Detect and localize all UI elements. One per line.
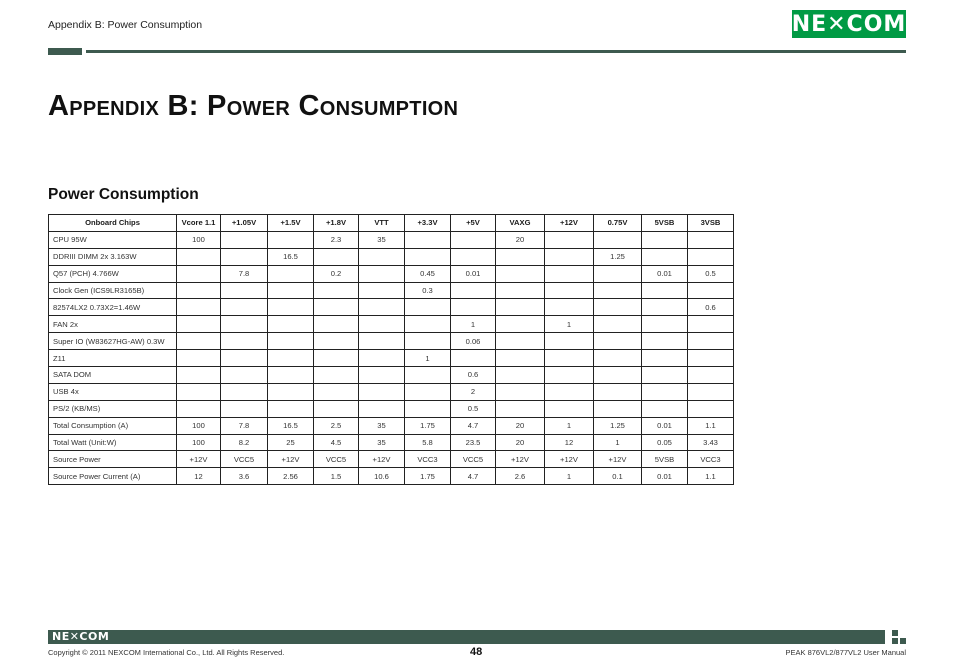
table-cell [177, 316, 221, 333]
table-cell [688, 350, 734, 367]
table-cell: 12 [177, 468, 221, 485]
table-row [49, 367, 734, 384]
table-cell [545, 282, 594, 299]
table-cell [359, 248, 405, 265]
table-cell [688, 248, 734, 265]
table-cell [177, 265, 221, 282]
table-cell [594, 231, 642, 248]
table-cell: 1 [594, 434, 642, 451]
column-header: VTT [359, 215, 405, 232]
table-cell [451, 248, 496, 265]
table-cell [268, 367, 314, 384]
table-cell [221, 367, 268, 384]
table-cell: VCC5 [314, 451, 359, 468]
table-cell: 35 [359, 231, 405, 248]
table-cell [642, 231, 688, 248]
table-cell [221, 248, 268, 265]
table-cell: 0.45 [405, 265, 451, 282]
table-cell [688, 367, 734, 384]
column-header: +12V [545, 215, 594, 232]
table-cell: VCC3 [405, 451, 451, 468]
row-label: PS/2 (KB/MS) [49, 400, 177, 417]
section-title: Power Consumption [48, 186, 199, 203]
table-cell [642, 299, 688, 316]
row-label: FAN 2x [49, 316, 177, 333]
table-cell: 2.6 [496, 468, 545, 485]
table-cell [314, 248, 359, 265]
table-cell [594, 299, 642, 316]
corner-square-a [892, 630, 898, 636]
table-cell: 2.56 [268, 468, 314, 485]
table-cell [496, 333, 545, 350]
table-cell [594, 400, 642, 417]
table-cell [359, 316, 405, 333]
table-cell: 2.3 [314, 231, 359, 248]
header-accent-bar [48, 48, 82, 55]
table-cell: 0.1 [594, 468, 642, 485]
table-cell: 3.6 [221, 468, 268, 485]
table-cell [688, 400, 734, 417]
column-header: +3.3V [405, 215, 451, 232]
table-cell [177, 350, 221, 367]
table-cell: 1.75 [405, 468, 451, 485]
table-cell [268, 282, 314, 299]
corner-square-b [892, 638, 898, 644]
table-cell: 1.75 [405, 417, 451, 434]
table-cell: 20 [496, 417, 545, 434]
row-label: USB 4x [49, 383, 177, 400]
table-cell [688, 282, 734, 299]
table-cell: +12V [268, 451, 314, 468]
table-cell: 16.5 [268, 248, 314, 265]
table-cell: 1 [451, 316, 496, 333]
table-cell: 4.7 [451, 417, 496, 434]
table-cell [268, 383, 314, 400]
table-cell [642, 333, 688, 350]
table-cell: +12V [496, 451, 545, 468]
table-cell: 4.7 [451, 468, 496, 485]
table-cell [177, 367, 221, 384]
table-cell: 0.6 [688, 299, 734, 316]
column-header: 3VSB [688, 215, 734, 232]
table-row [49, 231, 734, 248]
table-cell [496, 400, 545, 417]
table-cell: +12V [594, 451, 642, 468]
row-label: SATA DOM [49, 367, 177, 384]
corner-square-c [900, 638, 906, 644]
table-cell: 1.25 [594, 417, 642, 434]
table-cell: 20 [496, 434, 545, 451]
table-cell: 0.01 [451, 265, 496, 282]
header-rule [86, 50, 906, 53]
table-cell [221, 400, 268, 417]
table-cell [359, 400, 405, 417]
row-label: Source Power [49, 451, 177, 468]
copyright: Copyright © 2011 NEXCOM International Co., Ltd. All Rights Reserved. [48, 648, 285, 657]
nexcom-logo [792, 10, 906, 38]
footer-logo: NE✕COM [52, 630, 110, 643]
column-header: +1.5V [268, 215, 314, 232]
table-cell [405, 333, 451, 350]
table-cell [594, 350, 642, 367]
table-cell: 16.5 [268, 417, 314, 434]
table-cell [177, 383, 221, 400]
table-cell [496, 367, 545, 384]
table-cell: 5VSB [642, 451, 688, 468]
table-cell [594, 333, 642, 350]
table-cell [594, 265, 642, 282]
table-cell: 100 [177, 434, 221, 451]
table-cell: +12V [177, 451, 221, 468]
table-cell [359, 333, 405, 350]
table-cell: 8.2 [221, 434, 268, 451]
table-cell: 23.5 [451, 434, 496, 451]
table-cell [496, 299, 545, 316]
row-label: DDRIII DIMM 2x 3.163W [49, 248, 177, 265]
table-cell [642, 383, 688, 400]
table-cell: VCC5 [451, 451, 496, 468]
column-header: +5V [451, 215, 496, 232]
table-cell [268, 231, 314, 248]
table-cell: VCC3 [688, 451, 734, 468]
column-header: +1.05V [221, 215, 268, 232]
column-header: Onboard Chips [49, 215, 177, 232]
table-cell [496, 265, 545, 282]
table-cell [594, 282, 642, 299]
table-row [49, 265, 734, 282]
table-cell [314, 400, 359, 417]
table-cell [545, 299, 594, 316]
table-cell: 1 [405, 350, 451, 367]
table-row [49, 383, 734, 400]
table-row [49, 350, 734, 367]
table-cell [642, 367, 688, 384]
table-cell [221, 282, 268, 299]
column-header: +1.8V [314, 215, 359, 232]
table-cell [594, 316, 642, 333]
table-header-row [49, 215, 734, 232]
table-cell: 12 [545, 434, 594, 451]
table-cell: 1.1 [688, 468, 734, 485]
table-cell: 35 [359, 434, 405, 451]
table-cell [268, 333, 314, 350]
table-cell: +12V [359, 451, 405, 468]
table-cell [314, 282, 359, 299]
table-cell [221, 350, 268, 367]
table-cell [314, 333, 359, 350]
table-cell [359, 265, 405, 282]
table-cell: 0.01 [642, 468, 688, 485]
table-cell [688, 383, 734, 400]
table-row [49, 333, 734, 350]
table-cell [314, 316, 359, 333]
table-cell [545, 231, 594, 248]
table-cell [594, 383, 642, 400]
row-label: Z11 [49, 350, 177, 367]
table-cell [405, 367, 451, 384]
footer-bar [48, 630, 885, 644]
table-cell [496, 248, 545, 265]
table-cell: 0.01 [642, 265, 688, 282]
table-cell [221, 383, 268, 400]
table-cell: 1 [545, 316, 594, 333]
table-cell [496, 350, 545, 367]
manual-name: PEAK 876VL2/877VL2 User Manual [785, 648, 906, 657]
row-label: Q57 (PCH) 4.766W [49, 265, 177, 282]
table-body [49, 231, 734, 484]
table-cell [268, 265, 314, 282]
table-cell [688, 231, 734, 248]
table-cell: 1 [545, 417, 594, 434]
table-cell: +12V [545, 451, 594, 468]
logo-text: NE✕COM [791, 11, 907, 37]
row-label: Clock Gen (ICS9LR3165B) [49, 282, 177, 299]
row-label: CPU 95W [49, 231, 177, 248]
table-cell [177, 400, 221, 417]
table-cell [545, 400, 594, 417]
table-cell [405, 231, 451, 248]
table-cell [405, 316, 451, 333]
table-cell: 2.5 [314, 417, 359, 434]
table-cell: 4.5 [314, 434, 359, 451]
table-cell [177, 248, 221, 265]
table-cell [642, 316, 688, 333]
running-header: Appendix B: Power Consumption [48, 19, 203, 31]
table-cell [594, 367, 642, 384]
page-number: 48 [470, 646, 483, 658]
table-cell [688, 333, 734, 350]
table-cell [642, 400, 688, 417]
row-label: 82574LX2 0.73X2=1.46W [49, 299, 177, 316]
table-row [49, 248, 734, 265]
table-cell [314, 367, 359, 384]
table-cell [359, 383, 405, 400]
table-cell [451, 282, 496, 299]
table-row [49, 468, 734, 485]
table-cell [221, 299, 268, 316]
table-cell [221, 333, 268, 350]
row-label: Source Power Current (A) [49, 468, 177, 485]
column-header: Vcore 1.1 [177, 215, 221, 232]
table-cell: 0.2 [314, 265, 359, 282]
table-cell: 35 [359, 417, 405, 434]
table-cell [177, 282, 221, 299]
table-cell [359, 299, 405, 316]
table-row [49, 299, 734, 316]
table-cell [496, 282, 545, 299]
table-cell [314, 383, 359, 400]
table-cell: 20 [496, 231, 545, 248]
table-cell: 0.06 [451, 333, 496, 350]
table-cell [496, 316, 545, 333]
table-cell [177, 333, 221, 350]
table-cell: 1.25 [594, 248, 642, 265]
table-cell [545, 350, 594, 367]
table-cell: 100 [177, 231, 221, 248]
table-cell: 1.5 [314, 468, 359, 485]
table-row [49, 451, 734, 468]
table-row [49, 316, 734, 333]
table-cell [314, 350, 359, 367]
table-cell [496, 383, 545, 400]
table-cell [451, 350, 496, 367]
table-cell: 5.8 [405, 434, 451, 451]
table-cell [314, 299, 359, 316]
table-cell: 2 [451, 383, 496, 400]
row-label: Total Consumption (A) [49, 417, 177, 434]
table-cell: 0.5 [688, 265, 734, 282]
table-cell [405, 248, 451, 265]
table-row [49, 400, 734, 417]
table-cell: 7.8 [221, 265, 268, 282]
table-cell [545, 265, 594, 282]
column-header: 0.75V [594, 215, 642, 232]
table-row [49, 417, 734, 434]
table-cell [359, 367, 405, 384]
table-cell: 100 [177, 417, 221, 434]
table-cell [642, 282, 688, 299]
table-cell [545, 333, 594, 350]
row-label: Total Watt (Unit:W) [49, 434, 177, 451]
table-cell: 0.6 [451, 367, 496, 384]
table-cell [177, 299, 221, 316]
table-cell: VCC5 [221, 451, 268, 468]
table-cell [221, 316, 268, 333]
table-cell: 10.6 [359, 468, 405, 485]
table-row [49, 434, 734, 451]
table-cell [405, 383, 451, 400]
table-cell: 0.05 [642, 434, 688, 451]
table-cell [642, 248, 688, 265]
table-cell [545, 248, 594, 265]
table-cell [268, 350, 314, 367]
table-cell: 0.01 [642, 417, 688, 434]
table-cell [405, 400, 451, 417]
table-cell [451, 299, 496, 316]
table-cell [268, 316, 314, 333]
table-cell [451, 231, 496, 248]
table-cell [359, 350, 405, 367]
table-cell: 0.5 [451, 400, 496, 417]
table-cell [688, 316, 734, 333]
table-cell [359, 282, 405, 299]
table-cell: 1.1 [688, 417, 734, 434]
column-header: 5VSB [642, 215, 688, 232]
table-cell [268, 400, 314, 417]
power-consumption-table [48, 214, 734, 485]
table-cell [545, 383, 594, 400]
table-cell: 1 [545, 468, 594, 485]
table-cell [268, 299, 314, 316]
table-row [49, 282, 734, 299]
column-header: VAXG [496, 215, 545, 232]
table-cell [642, 350, 688, 367]
table-cell: 7.8 [221, 417, 268, 434]
table-cell: 0.3 [405, 282, 451, 299]
table-cell: 25 [268, 434, 314, 451]
row-label: Super IO (W83627HG-AW) 0.3W [49, 333, 177, 350]
table-cell [221, 231, 268, 248]
page-title: Appendix B: Power Consumption [48, 90, 459, 122]
table-cell: 3.43 [688, 434, 734, 451]
table-cell [545, 367, 594, 384]
table-cell [405, 299, 451, 316]
